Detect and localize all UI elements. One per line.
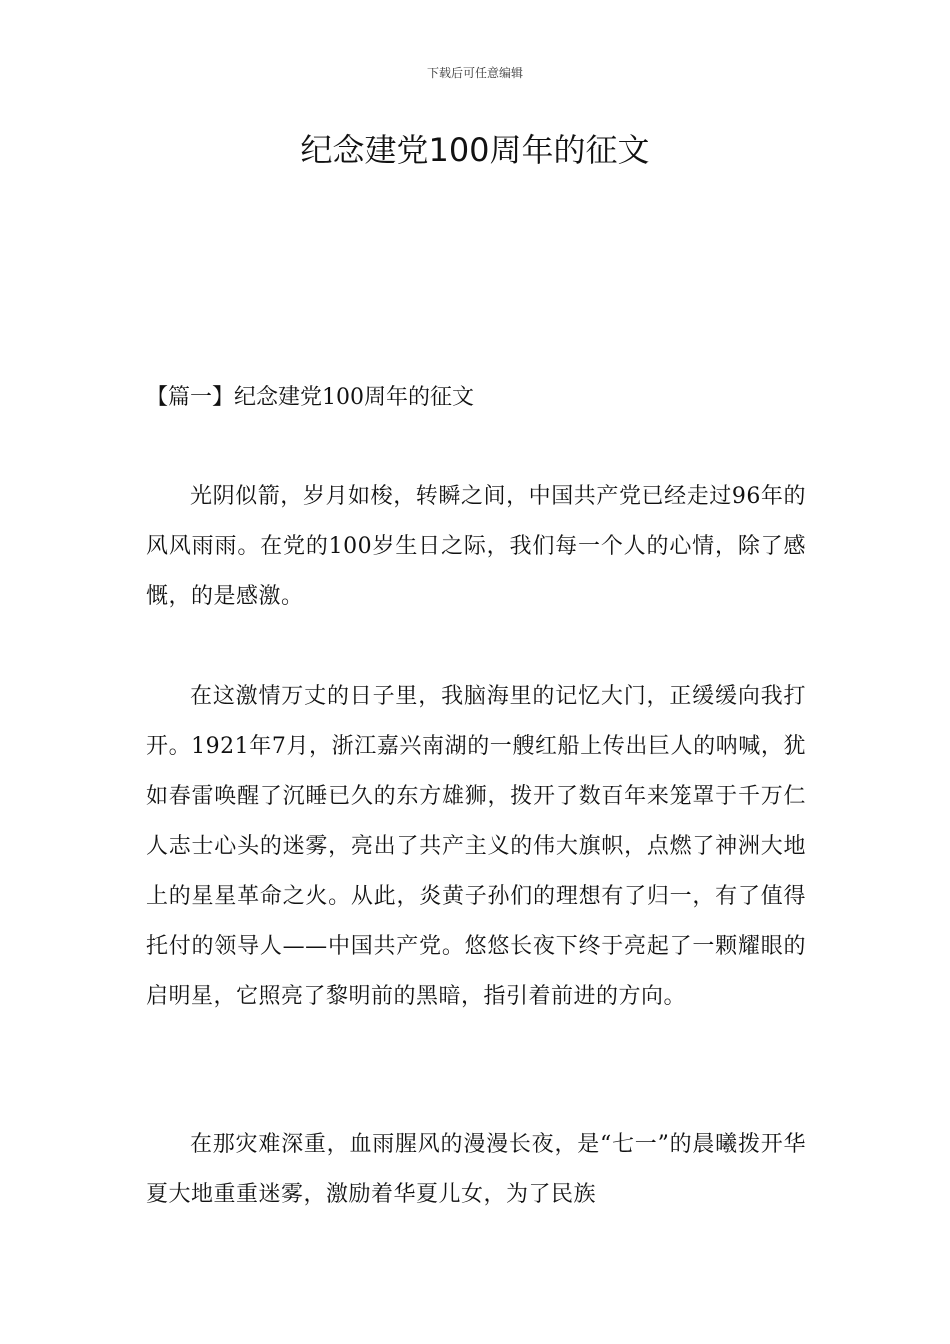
paragraph-2: 在这激情万丈的日子里，我脑海里的记忆大门，正缓缓向我打开。1921年7月，浙江嘉兴南湖的一艘红船上传出巨人的呐喊，犹如春雷唤醒了沉睡已久的东方雄狮，拨开了数百年来笼罩于千万仁人志士心头的迷雾，亮出了共产主义的伟大旗帜，点燃了神洲大地上的星星革命之火。从此，炎黄子孙们的理想有了归一，有了值得托付的领导人——中国共产党。悠悠长夜下终于亮起了一颗耀眼的启明星，它照亮了黎明前的黑暗，指引着前进的方向。 [146,684,806,1009]
page-header-note: 下载后可任意编辑 [426,66,523,80]
document-title: 纪念建党100周年的征文 [300,131,650,169]
paragraph-1: 光阴似箭，岁月如梭，转瞬之间，中国共产党已经走过96年的风风雨雨。在党的100岁生日之际，我们每一个人的心情，除了感慨，的是感激。 [146,484,806,609]
section-heading: 【篇一】纪念建党100周年的征文 [146,385,474,410]
paragraph-3: 在那灾难深重，血雨腥风的漫漫长夜，是“七一”的晨曦拨开华夏大地重重迷雾，激励着华夏儿女，为了民族 [146,1132,806,1207]
